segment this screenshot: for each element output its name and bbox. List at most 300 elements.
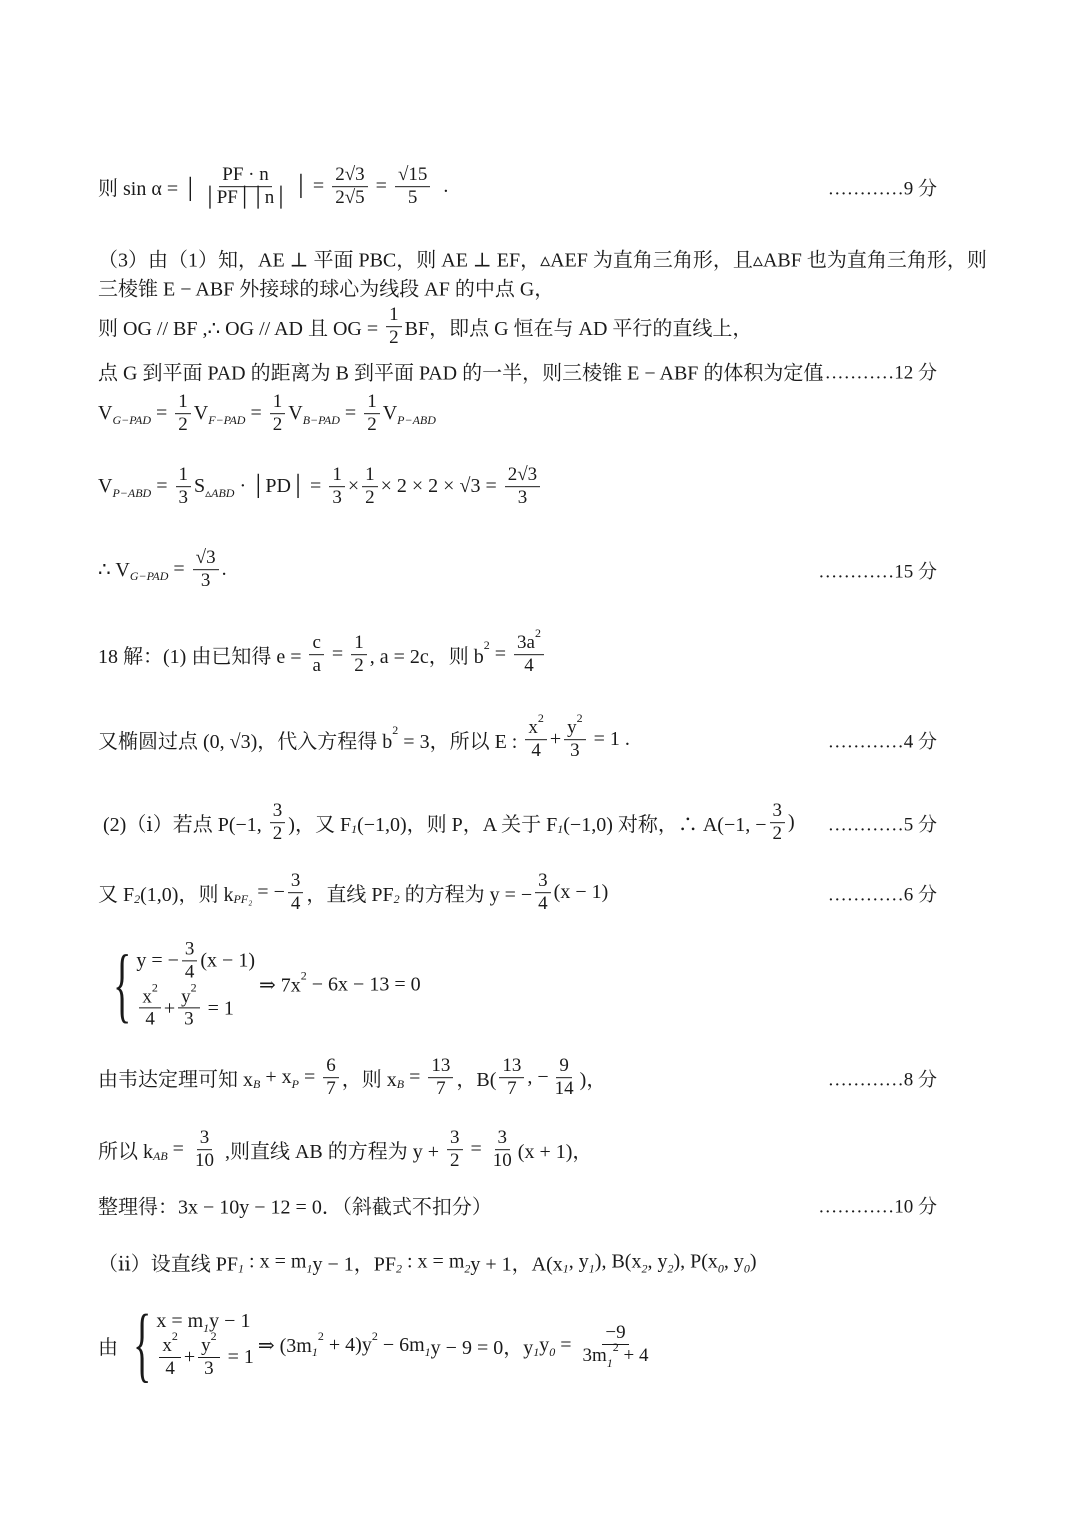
subscript: 1 bbox=[562, 1261, 569, 1276]
math-text: 5 bbox=[407, 187, 418, 209]
denominator bbox=[386, 327, 402, 350]
superscript: 2 bbox=[210, 1328, 217, 1343]
numerator bbox=[178, 980, 200, 1009]
math-text: 3 bbox=[272, 800, 283, 822]
math-text: a bbox=[312, 655, 321, 677]
math-text: ，直线 PF bbox=[306, 884, 394, 907]
fraction bbox=[323, 1055, 339, 1101]
numerator bbox=[197, 1127, 213, 1150]
math-text: 1 bbox=[332, 464, 342, 486]
superscript: 2 bbox=[190, 980, 197, 995]
subscript: G−PAD bbox=[112, 413, 151, 428]
denominator bbox=[521, 655, 537, 678]
math-text: √3 bbox=[195, 547, 216, 569]
math-text: 10 bbox=[492, 1150, 512, 1172]
numerator bbox=[525, 711, 547, 740]
fraction bbox=[580, 1322, 652, 1371]
math-group bbox=[162, 1328, 178, 1357]
fraction bbox=[364, 391, 380, 437]
fraction bbox=[564, 711, 586, 763]
fraction bbox=[386, 304, 402, 350]
fraction bbox=[159, 1328, 181, 1381]
equation-system bbox=[102, 938, 255, 1031]
score-marker: …………9 分 bbox=[827, 178, 937, 200]
math-text: 3 bbox=[538, 870, 548, 892]
math-text: , a = 2c，则 b bbox=[369, 646, 484, 669]
subscript: AB bbox=[153, 1149, 168, 1164]
solution-line bbox=[98, 244, 987, 273]
math-text: √15 bbox=[397, 164, 428, 186]
math-group bbox=[203, 187, 287, 210]
numerator bbox=[364, 391, 380, 414]
math-text: = bbox=[404, 1066, 426, 1089]
denominator bbox=[200, 187, 290, 210]
superscript: 2 bbox=[171, 1328, 178, 1343]
math-text: V bbox=[193, 402, 209, 425]
fraction bbox=[139, 980, 161, 1032]
math-text: = − bbox=[252, 881, 285, 904]
math-text: │ = bbox=[293, 175, 330, 198]
denominator bbox=[309, 655, 323, 678]
score-marker: …………10 分 bbox=[818, 1196, 937, 1218]
math-text: 3 bbox=[178, 487, 188, 509]
denominator bbox=[567, 740, 583, 763]
math-text: x = m bbox=[156, 1309, 204, 1332]
numerator bbox=[323, 1055, 339, 1078]
math-text: V bbox=[98, 402, 113, 425]
numerator bbox=[309, 632, 323, 655]
subscript: B−PAD bbox=[302, 413, 340, 428]
math-text: ) bbox=[788, 811, 795, 834]
math-text: 由 bbox=[98, 1336, 118, 1359]
subscript: 2 bbox=[395, 1261, 402, 1276]
subscript: 1 bbox=[311, 1344, 318, 1359]
math-text: , y bbox=[647, 1250, 668, 1273]
numerator bbox=[288, 870, 304, 893]
math-text: (x + 1)， bbox=[517, 1141, 593, 1164]
math-text: = bbox=[555, 1333, 577, 1356]
system-rows bbox=[136, 938, 255, 1031]
left-brace: { bbox=[113, 938, 132, 1031]
math-text: (x − 1) bbox=[553, 881, 609, 904]
math-text: 3 bbox=[570, 740, 580, 762]
solution-line bbox=[98, 1298, 655, 1391]
math-text: 4 bbox=[184, 961, 195, 983]
math-text: − 6x − 13 = 0 bbox=[306, 973, 421, 996]
subscript: 1 bbox=[557, 822, 564, 837]
math-text: , − bbox=[527, 1066, 549, 1089]
fraction bbox=[329, 464, 345, 510]
subscript: 1 bbox=[238, 1261, 245, 1276]
denominator bbox=[181, 1009, 197, 1032]
math-text: = bbox=[151, 475, 173, 498]
denominator bbox=[270, 414, 286, 437]
fraction bbox=[525, 711, 547, 763]
subscript: 0 bbox=[549, 1344, 556, 1359]
denominator bbox=[176, 487, 192, 510]
math-text: · │PD│ = bbox=[234, 475, 327, 498]
math-text: 3 bbox=[199, 1127, 210, 1149]
math-group bbox=[136, 980, 234, 1032]
math-text: = 1 bbox=[202, 997, 234, 1020]
denominator bbox=[201, 1358, 217, 1381]
math-text: 3a bbox=[517, 632, 535, 654]
math-text: )，又 F bbox=[288, 814, 352, 837]
fraction bbox=[428, 1055, 453, 1101]
math-text: . bbox=[221, 558, 227, 581]
math-text: 4 bbox=[165, 1357, 175, 1379]
math-text: . bbox=[433, 175, 449, 198]
score-marker: …………8 分 bbox=[827, 1069, 937, 1091]
math-text: x bbox=[162, 1334, 172, 1356]
math-text: × bbox=[347, 475, 360, 498]
math-text: y bbox=[567, 717, 577, 739]
subscript: B bbox=[253, 1077, 261, 1092]
math-text: │PF││n│ bbox=[203, 187, 288, 209]
math-text: 3 bbox=[290, 870, 301, 892]
math-text: 2√5 bbox=[335, 187, 365, 209]
math-text: x bbox=[528, 717, 538, 739]
solution-line bbox=[98, 870, 608, 916]
math-text: 3 bbox=[332, 487, 342, 509]
system-rows bbox=[156, 1310, 254, 1381]
fraction bbox=[200, 164, 290, 210]
system-row bbox=[156, 1328, 254, 1381]
subscript: B bbox=[396, 1077, 405, 1092]
math-text: 4 bbox=[531, 740, 541, 762]
score-marker: …………6 分 bbox=[827, 884, 937, 906]
solution-line bbox=[98, 464, 543, 510]
superscript: 2 bbox=[392, 723, 399, 738]
math-text: 2 bbox=[389, 327, 399, 349]
denominator bbox=[329, 487, 345, 510]
fraction bbox=[198, 1328, 220, 1381]
denominator bbox=[433, 1078, 449, 1101]
math-text: 9 bbox=[559, 1055, 569, 1077]
solution-line bbox=[98, 1248, 757, 1277]
denominator bbox=[405, 187, 421, 210]
math-text: )， bbox=[579, 1069, 607, 1092]
fraction bbox=[552, 1055, 577, 1101]
math-text: −9 bbox=[605, 1322, 626, 1344]
subscript: 1 bbox=[606, 1356, 613, 1371]
math-text: , y bbox=[723, 1250, 744, 1273]
solution-line bbox=[98, 357, 823, 386]
denominator bbox=[288, 893, 304, 916]
math-text: 7 bbox=[507, 1078, 517, 1100]
fraction bbox=[182, 938, 198, 984]
math-text: y bbox=[201, 1334, 211, 1356]
superscript: 2 bbox=[537, 711, 544, 726]
numerator bbox=[270, 391, 286, 414]
numerator bbox=[395, 164, 430, 187]
math-text: ，B( bbox=[456, 1069, 497, 1092]
fraction bbox=[332, 164, 367, 210]
math-text: 1 bbox=[354, 632, 364, 654]
math-text: 7 bbox=[326, 1078, 336, 1100]
superscript: 2 bbox=[534, 626, 541, 641]
subscript: P bbox=[291, 1077, 299, 1092]
subscript: 1 bbox=[588, 1261, 595, 1276]
math-text: 4 bbox=[290, 893, 301, 915]
equation-system bbox=[122, 1298, 254, 1391]
denominator bbox=[362, 487, 378, 510]
numerator bbox=[495, 1127, 511, 1150]
numerator bbox=[505, 464, 540, 487]
superscript: 2 bbox=[612, 1340, 619, 1355]
math-group bbox=[142, 980, 158, 1008]
denominator bbox=[515, 487, 531, 510]
fraction bbox=[178, 980, 200, 1032]
math-text: = bbox=[151, 402, 173, 425]
numerator bbox=[428, 1055, 453, 1078]
subscript: P−ABD bbox=[397, 413, 436, 428]
fraction bbox=[514, 626, 544, 678]
numerator bbox=[332, 164, 367, 187]
denominator bbox=[162, 1358, 178, 1381]
math-group bbox=[517, 626, 541, 654]
solution-line bbox=[98, 1191, 492, 1220]
math-text: 14 bbox=[554, 1078, 574, 1100]
math-text: = bbox=[339, 402, 362, 425]
solution-line bbox=[98, 164, 448, 210]
denominator bbox=[198, 570, 214, 593]
numerator bbox=[386, 304, 402, 327]
numerator bbox=[270, 800, 286, 823]
fraction bbox=[288, 870, 304, 916]
denominator bbox=[552, 1078, 577, 1101]
math-text: ∴ V bbox=[98, 559, 130, 582]
math-text: = 1 bbox=[222, 1345, 254, 1368]
solution-line bbox=[98, 304, 752, 350]
numerator bbox=[159, 1328, 181, 1358]
denominator bbox=[364, 414, 380, 437]
math-text: 3 bbox=[184, 1008, 194, 1030]
math-text: 1 bbox=[367, 391, 377, 413]
math-text: = bbox=[167, 1138, 189, 1161]
system-row bbox=[136, 938, 255, 984]
numerator bbox=[176, 464, 192, 487]
math-group bbox=[582, 1340, 649, 1371]
math-text: : x = m bbox=[401, 1250, 465, 1273]
denominator bbox=[270, 823, 286, 846]
math-text: 所以 k bbox=[98, 1141, 153, 1164]
math-text: 3m bbox=[582, 1345, 607, 1367]
subscript: 0 bbox=[743, 1261, 750, 1276]
superscript: 2 bbox=[317, 1328, 324, 1343]
denominator bbox=[770, 823, 786, 846]
subscript: PF₂ bbox=[233, 892, 253, 907]
denominator bbox=[535, 893, 551, 916]
math-text: 7 bbox=[436, 1078, 446, 1100]
superscript: 2 bbox=[371, 1328, 378, 1343]
math-text: 1 bbox=[178, 464, 188, 486]
math-text: 1 bbox=[272, 391, 283, 413]
subscript: F−PAD bbox=[208, 413, 246, 428]
math-text: = 3，所以 E : bbox=[398, 731, 523, 754]
math-text: 点 G 到平面 PAD 的距离为 B 到平面 PAD 的一半，则三棱锥 E − ABF 的体积为定值 bbox=[98, 362, 824, 385]
math-text: （3）由（1）知，AE ⊥ 平面 PBC，则 AE ⊥ EF，▵AEF 为直角三角形，且▵ABF 也为直角三角形，则 bbox=[98, 249, 987, 272]
math-text: y − 1 bbox=[209, 1309, 251, 1332]
fraction bbox=[175, 391, 191, 437]
solution-line bbox=[98, 626, 547, 678]
fraction bbox=[395, 164, 430, 210]
math-text: ), B(x bbox=[594, 1250, 642, 1273]
subscript: G−PAD bbox=[129, 569, 169, 584]
denominator bbox=[175, 414, 191, 437]
math-text: 三棱锥 E − ABF 外接球的球心为线段 AF 的中点 G， bbox=[98, 278, 555, 301]
left-brace: { bbox=[133, 1298, 152, 1391]
math-text: + bbox=[183, 1345, 196, 1368]
math-text: 10 bbox=[194, 1150, 214, 1172]
math-text: ) bbox=[749, 1250, 757, 1273]
math-text: (−1,0)，则 P，A 关于 F bbox=[357, 814, 558, 837]
numerator bbox=[499, 1055, 524, 1078]
score-marker: …………15 分 bbox=[818, 561, 937, 583]
numerator bbox=[556, 1055, 572, 1078]
solution-line bbox=[98, 938, 421, 1031]
fraction bbox=[176, 464, 192, 510]
math-text: + 4 bbox=[618, 1345, 649, 1367]
math-text: y + 1，A(x bbox=[470, 1253, 563, 1276]
fraction bbox=[351, 632, 367, 678]
numerator bbox=[535, 870, 551, 893]
denominator bbox=[447, 1150, 463, 1173]
math-text: + 4)y bbox=[323, 1333, 372, 1356]
fraction bbox=[447, 1127, 463, 1173]
fraction bbox=[270, 800, 286, 846]
math-text: 2 bbox=[354, 655, 364, 677]
math-text: V bbox=[98, 475, 113, 498]
math-text: BF，即点 G 恒在与 AD 平行的直线上， bbox=[404, 318, 753, 341]
math-text: 3 bbox=[772, 800, 783, 822]
math-text: 6 bbox=[326, 1055, 336, 1077]
solution-line bbox=[98, 1127, 592, 1173]
fraction bbox=[193, 547, 219, 593]
numerator bbox=[198, 1328, 220, 1358]
math-text: − 6m bbox=[377, 1333, 425, 1356]
denominator bbox=[490, 1150, 515, 1173]
numerator bbox=[329, 464, 345, 487]
solution-line bbox=[98, 273, 554, 302]
math-text: 2√3 bbox=[507, 464, 538, 486]
math-text: 则 sin α = │ bbox=[98, 178, 198, 201]
subscript: 2 bbox=[134, 892, 141, 907]
math-text: ,则直线 AB 的方程为 y + bbox=[219, 1141, 445, 1164]
math-text: 2 bbox=[365, 487, 375, 509]
solution-line bbox=[98, 391, 436, 437]
math-group bbox=[567, 711, 583, 739]
math-text: = bbox=[326, 643, 349, 666]
numerator bbox=[193, 547, 219, 570]
subscript: 2 bbox=[464, 1261, 471, 1276]
math-text: 13 bbox=[431, 1055, 451, 1077]
math-text: 4 bbox=[524, 655, 534, 677]
numerator bbox=[182, 938, 198, 961]
math-text: 2 bbox=[450, 1150, 460, 1172]
subscript: 1 bbox=[203, 1320, 210, 1335]
fraction bbox=[535, 870, 551, 916]
math-text: 3 bbox=[200, 570, 211, 592]
denominator bbox=[332, 187, 367, 210]
subscript: 1 bbox=[533, 1344, 540, 1359]
math-text: PF · n bbox=[222, 164, 269, 186]
subscript: 0 bbox=[717, 1261, 724, 1276]
fraction bbox=[362, 464, 378, 510]
math-group bbox=[528, 711, 544, 739]
math-text: 4 bbox=[145, 1008, 155, 1030]
math-group bbox=[156, 1310, 250, 1333]
math-text: 4 bbox=[538, 893, 548, 915]
math-text: (−1,0) 对称，∴ A(−1, − bbox=[563, 814, 767, 837]
math-text: 18 解：(1) 由已知得 e = bbox=[98, 646, 307, 669]
math-text: 的方程为 y = − bbox=[399, 884, 533, 907]
numerator bbox=[447, 1127, 463, 1150]
math-group bbox=[222, 164, 268, 186]
score-marker: …………5 分 bbox=[827, 814, 937, 836]
fraction bbox=[192, 1127, 217, 1173]
math-text: 13 bbox=[502, 1055, 522, 1077]
superscript: 2 bbox=[576, 711, 583, 726]
numerator bbox=[219, 164, 271, 187]
math-text: 整理得：3x − 10y − 12 = 0．（斜截式不扣分） bbox=[98, 1196, 492, 1219]
math-text: y − 9 = 0，y bbox=[430, 1336, 534, 1359]
subscript: 1 bbox=[351, 822, 358, 837]
score-marker: …………12 分 bbox=[818, 362, 937, 384]
math-text: y bbox=[539, 1333, 550, 1356]
math-text: 又 F bbox=[98, 884, 135, 907]
denominator bbox=[142, 1009, 158, 1032]
math-text: 由韦达定理可知 x bbox=[98, 1069, 253, 1092]
denominator bbox=[528, 740, 544, 763]
subscript: ▵ABD bbox=[205, 486, 235, 501]
math-text: : x = m bbox=[244, 1250, 307, 1273]
math-text: 2 bbox=[367, 414, 377, 436]
math-text: = bbox=[465, 1138, 487, 1161]
math-text: 3 bbox=[204, 1357, 214, 1379]
math-group bbox=[156, 1328, 254, 1381]
math-text: ，则 x bbox=[341, 1069, 397, 1092]
math-text: 2 bbox=[272, 414, 283, 436]
superscript: 2 bbox=[151, 980, 158, 995]
numerator bbox=[770, 800, 786, 823]
math-text: 2 bbox=[272, 823, 283, 845]
math-text: + x bbox=[260, 1066, 292, 1089]
math-text: ), P(x bbox=[673, 1250, 718, 1273]
math-text: （ⅱ）设直线 PF bbox=[98, 1253, 239, 1276]
subscript: 2 bbox=[641, 1261, 648, 1276]
math-text: 则 OG // BF ,∴ OG // AD 且 OG = bbox=[98, 318, 384, 341]
math-group bbox=[181, 980, 197, 1008]
subscript: 1 bbox=[424, 1344, 431, 1359]
denominator bbox=[580, 1340, 652, 1371]
numerator bbox=[362, 464, 378, 487]
numerator bbox=[139, 980, 161, 1009]
math-text: y bbox=[181, 986, 191, 1007]
math-text: ⇒ (3m bbox=[257, 1334, 312, 1357]
math-text: = 1 . bbox=[588, 728, 630, 751]
fraction bbox=[499, 1055, 524, 1101]
math-text: 2 bbox=[772, 823, 783, 845]
numerator bbox=[514, 626, 544, 655]
subscript: 1 bbox=[306, 1261, 313, 1276]
superscript: 2 bbox=[483, 638, 490, 653]
math-text: 2 bbox=[178, 414, 188, 436]
math-text: = bbox=[370, 175, 392, 198]
score-marker: …………4 分 bbox=[827, 731, 937, 753]
math-text: × 2 × 2 × √3 = bbox=[380, 475, 502, 498]
fraction bbox=[505, 464, 540, 510]
